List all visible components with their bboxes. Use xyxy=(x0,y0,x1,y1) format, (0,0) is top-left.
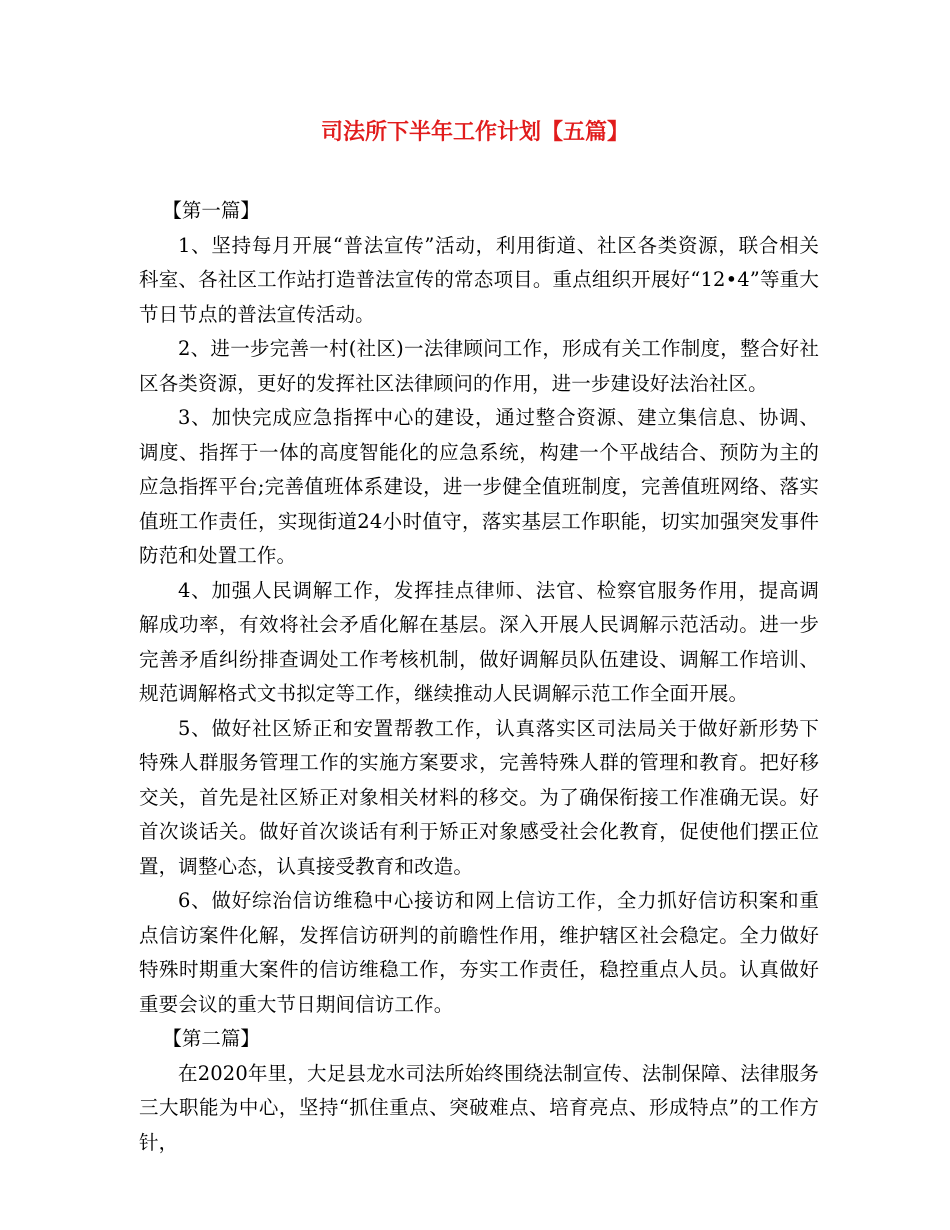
section-heading: 【第一篇】 xyxy=(162,199,260,222)
document-title: 司法所下半年工作计划【五篇】 xyxy=(320,120,629,145)
paragraph: 6、做好综治信访维稳中心接访和网上信访工作，全力抓好信访积案和重点信访案件化解，发挥信访研判的前瞻性作用，维护辖区社会稳定。全力做好特殊时期重大案件的信访维稳工作，夯实工作责任，稳控重点人员。认真做好重要会议的重大节日期间信访工作。 xyxy=(139,889,819,1016)
paragraph: 5、做好社区矫正和安置帮教工作，认真落实区司法局关于做好新形势下特殊人群服务管理工作的实施方案要求，完善特殊人群的管理和教育。把好移交关，首先是社区矫正对象相关材料的移交。为了确保衔接工作准确无误。好首次谈话关。做好首次谈话有利于矫正对象感受社会化教育，促使他们摆正位置，调整心态，认真接受教育和改造。 xyxy=(139,716,819,878)
section-1 xyxy=(139,194,819,1022)
paragraph: 1、坚持每月开展“普法宣传”活动，利用街道、社区各类资源，联合相关科室、各社区工作站打造普法宣传的常态项目。重点组织开展好“12•4”等重大节日节点的普法宣传活动。 xyxy=(139,233,819,326)
paragraph: 在2020年里，大足县龙水司法所始终围绕法制宣传、法制保障、法律服务三大职能为中心，坚持“抓住重点、突破难点、培育亮点、形成特点”的工作方针， xyxy=(139,1061,819,1154)
paragraph: 4、加强人民调解工作，发挥挂点律师、法官、检察官服务作用，提高调解成功率，有效将社会矛盾化解在基层。深入开展人民调解示范活动。进一步完善矛盾纠纷排查调处工作考核机制，做好调解员队伍建设、调解工作培训、规范调解格式文书拟定等工作，继续推动人民调解示范工作全面开展。 xyxy=(139,578,819,705)
section-2 xyxy=(139,1022,819,1160)
document-body xyxy=(139,194,819,1160)
section-heading: 【第二篇】 xyxy=(162,1027,260,1050)
paragraph: 2、进一步完善一村(社区)一法律顾问工作，形成有关工作制度，整合好社区各类资源，更好的发挥社区法律顾问的作用，进一步建设好法治社区。 xyxy=(139,337,819,395)
paragraph: 3、加快完成应急指挥中心的建设，通过整合资源、建立集信息、协调、调度、指挥于一体的高度智能化的应急系统，构建一个平战结合、预防为主的应急指挥平台;完善值班体系建设，进一步健全值班制度，完善值班网络、落实值班工作责任，实现街道24小时值守，落实基层工作职能，切实加强突发事件防范和处置工作。 xyxy=(139,406,819,567)
